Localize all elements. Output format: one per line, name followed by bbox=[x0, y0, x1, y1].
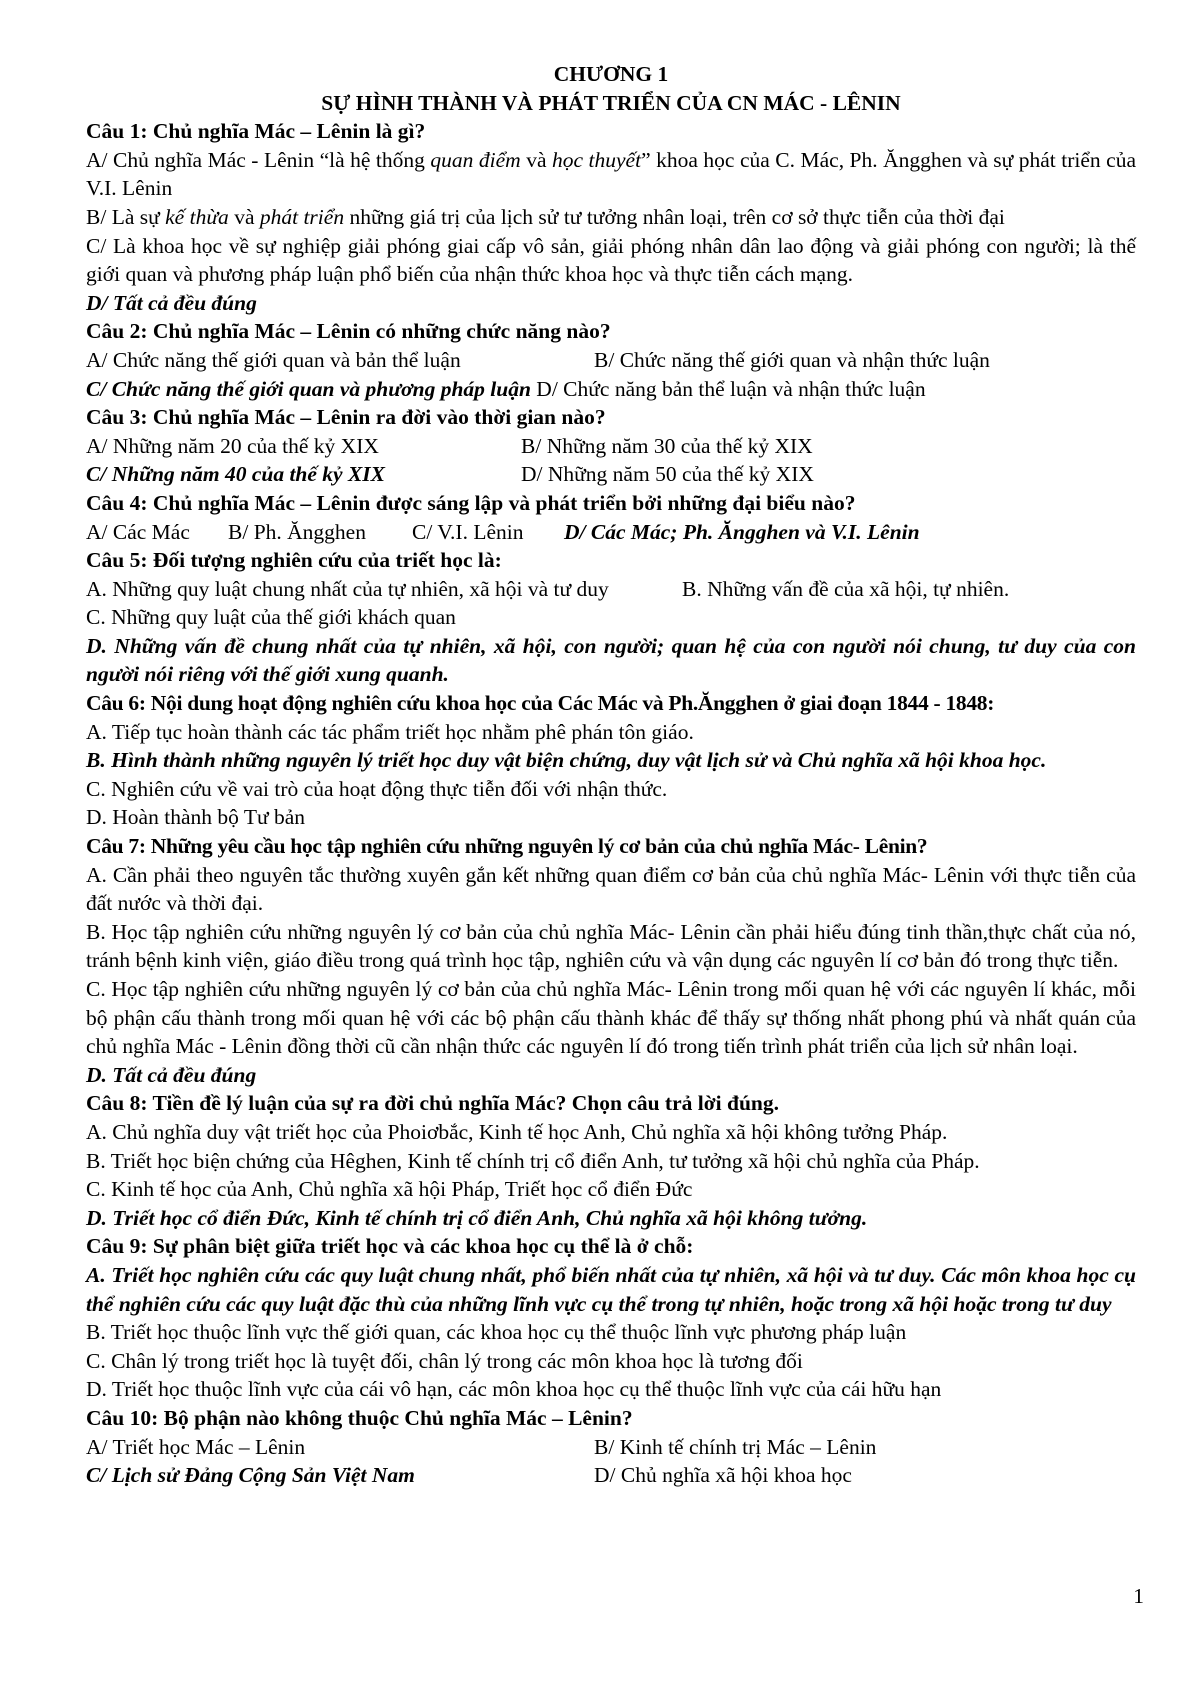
question-7: Câu 7: Những yêu cầu học tập nghiên cứu những nguyên lý cơ bản của chủ nghĩa Mác- Lênin? bbox=[86, 834, 928, 859]
question-3: Câu 3: Chủ nghĩa Mác – Lênin ra đời vào thời gian nào? bbox=[86, 405, 606, 430]
q7-option-b: B. Học tập nghiên cứu những nguyên lý cơ bản của chủ nghĩa Mác- Lênin cần phải hiểu đúng tinh thần,thực chất của nó, tránh bệnh kinh viện, giáo điều trong quá trình học tập, nghiên cứu và vận dụng các nguyên lí cơ bản đó trong thực tiễn. bbox=[86, 919, 1136, 973]
q3-option-b: B/ Những năm 30 của thế kỷ XIX bbox=[521, 433, 813, 458]
q10-option-b: B/ Kinh tế chính trị Mác – Lênin bbox=[594, 1434, 877, 1459]
q1-option-b: B/ Là sự kế thừa và phát triển những giá trị của lịch sử tư tưởng nhân loại, trên cơ sở thực tiễn của thời đại bbox=[86, 204, 1005, 229]
q4-option-a: A/ Các Mác bbox=[86, 519, 190, 544]
q1-option-a: A/ Chủ nghĩa Mác - Lênin “là hệ thống quan điểm và học thuyết” khoa học của C. Mác, Ph. Ăngghen và sự phát triển của V.I. Lênin bbox=[86, 147, 1136, 201]
document-page bbox=[86, 60, 1136, 1490]
q8-option-c: C. Kinh tế học của Anh, Chủ nghĩa xã hội Pháp, Triết học cổ điển Đức bbox=[86, 1177, 693, 1202]
q7-option-a: A. Cần phải theo nguyên tắc thường xuyên gắn kết những quan điểm cơ bản của chủ nghĩa Mác- Lênin với thực tiễn của đất nước và thời đại. bbox=[86, 862, 1136, 916]
question-4: Câu 4: Chủ nghĩa Mác – Lênin được sáng lập và phát triển bởi những đại biểu nào? bbox=[86, 490, 856, 515]
q4-option-b: B/ Ph. Ăngghen bbox=[228, 519, 366, 544]
chapter-heading: CHƯƠNG 1 bbox=[553, 62, 669, 86]
question-8: Câu 8: Tiền đề lý luận của sự ra đời chủ nghĩa Mác? Chọn câu trả lời đúng. bbox=[86, 1091, 779, 1116]
q2-row-2 bbox=[86, 375, 1136, 404]
chapter-title: SỰ HÌNH THÀNH VÀ PHÁT TRIỂN CỦA CN MÁC - LÊNIN bbox=[321, 90, 901, 115]
q3-option-d: D/ Những năm 50 của thế kỷ XIX bbox=[521, 462, 814, 487]
q8-option-d-correct: D. Triết học cổ điển Đức, Kinh tế chính trị cổ điển Anh, Chủ nghĩa xã hội không tưởng. bbox=[86, 1205, 868, 1230]
q2-option-b: B/ Chức năng thế giới quan và nhận thức luận bbox=[594, 347, 990, 372]
q7-option-d-correct: D. Tất cả đều đúng bbox=[86, 1062, 257, 1087]
q1-option-c: C/ Là khoa học về sự nghiệp giải phóng giai cấp vô sản, giải phóng nhân dân lao động và giải phóng con người; là thế giới quan và phương pháp luận phổ biến của nhận thức khoa học và thực tiễn cách mạng. bbox=[86, 233, 1136, 287]
q10-option-a: A/ Triết học Mác – Lênin bbox=[86, 1434, 306, 1459]
question-2: Câu 2: Chủ nghĩa Mác – Lênin có những chức năng nào? bbox=[86, 319, 611, 344]
q2-option-c-correct: C/ Chức năng thế giới quan và phương pháp luận bbox=[86, 376, 531, 401]
question-6: Câu 6: Nội dung hoạt động nghiên cứu khoa học của Các Mác và Ph.Ăngghen ở giai đoạn 1844 - 1848: bbox=[86, 691, 995, 716]
q6-option-a: A. Tiếp tục hoàn thành các tác phẩm triết học nhằm phê phán tôn giáo. bbox=[86, 719, 694, 744]
question-9: Câu 9: Sự phân biệt giữa triết học và các khoa học cụ thể là ở chỗ: bbox=[86, 1234, 694, 1259]
q4-option-d-correct: D/ Các Mác; Ph. Ăngghen và V.I. Lênin bbox=[564, 519, 920, 544]
q5-option-b: B. Những vấn đề của xã hội, tự nhiên. bbox=[682, 576, 1010, 601]
q6-option-b-correct: B. Hình thành những nguyên lý triết học duy vật biện chứng, duy vật lịch sử và Chủ nghĩa xã hội khoa học. bbox=[86, 748, 1047, 773]
q9-option-b: B. Triết học thuộc lĩnh vực thế giới quan, các khoa học cụ thể thuộc lĩnh vực phương pháp luận bbox=[86, 1320, 907, 1345]
q9-option-a-correct: A. Triết học nghiên cứu các quy luật chung nhất, phổ biến nhất của tự nhiên, xã hội và tư duy. Các môn khoa học cụ thể nghiên cứu các quy luật đặc thù của những lĩnh vực cụ thể trong tự nhiên, hoặc trong xã hội hoặc trong tư duy bbox=[86, 1262, 1136, 1316]
q3-row-2 bbox=[86, 460, 1136, 489]
q5-option-c: C. Những quy luật của thế giới khách quan bbox=[86, 605, 456, 630]
q10-row-1 bbox=[86, 1433, 1136, 1462]
q3-row-1 bbox=[86, 432, 1136, 461]
q4-option-c: C/ V.I. Lênin bbox=[412, 519, 524, 544]
question-5: Câu 5: Đối tượng nghiên cứu của triết học là: bbox=[86, 548, 502, 573]
q2-option-a: A/ Chức năng thế giới quan và bản thể luận bbox=[86, 347, 461, 372]
q3-option-c-correct: C/ Những năm 40 của thế kỷ XIX bbox=[86, 462, 386, 487]
q6-option-c: C. Nghiên cứu về vai trò của hoạt động thực tiễn đối với nhận thức. bbox=[86, 776, 668, 801]
q8-option-b: B. Triết học biện chứng của Hêghen, Kinh tế chính trị cổ điển Anh, tư tưởng xã hội chủ nghĩa của Pháp. bbox=[86, 1148, 980, 1173]
q5-row-1 bbox=[86, 575, 1136, 604]
question-10: Câu 10: Bộ phận nào không thuộc Chủ nghĩa Mác – Lênin? bbox=[86, 1405, 633, 1430]
q10-option-d: D/ Chủ nghĩa xã hội khoa học bbox=[594, 1463, 852, 1488]
page-number: 1 bbox=[1133, 1584, 1144, 1608]
q5-option-d-correct: D. Những vấn đề chung nhất của tự nhiên, xã hội, con người; quan hệ của con người nói chung, tư duy của con người nói riêng với thế giới xung quanh. bbox=[86, 633, 1136, 687]
q7-option-c: C. Học tập nghiên cứu những nguyên lý cơ bản của chủ nghĩa Mác- Lênin trong mối quan hệ với các nguyên lí khác, mỗi bộ phận cấu thành trong mối quan hệ với các bộ phận cấu thành khác để thấy sự thống nhất phong phú và nhất quán của chủ nghĩa Mác - Lênin đồng thời cũ cần nhận thức các nguyên lí đó trong tiến trình phát triển của lịch sử nhân loại. bbox=[86, 977, 1136, 1059]
q9-option-d: D. Triết học thuộc lĩnh vực của cái vô hạn, các môn khoa học cụ thể thuộc lĩnh vực của cái hữu hạn bbox=[86, 1377, 942, 1402]
q10-row-2 bbox=[86, 1461, 1136, 1490]
q10-option-c-correct: C/ Lịch sử Đảng Cộng Sản Việt Nam bbox=[86, 1463, 415, 1488]
q9-option-c: C. Chân lý trong triết học là tuyệt đối, chân lý trong các môn khoa học là tương đối bbox=[86, 1348, 803, 1373]
q2-option-d: D/ Chức năng bản thể luận và nhận thức luận bbox=[530, 376, 926, 401]
q5-option-a: A. Những quy luật chung nhất của tự nhiên, xã hội và tư duy bbox=[86, 576, 609, 601]
q8-option-a: A. Chủ nghĩa duy vật triết học của Phoiơbắc, Kinh tế học Anh, Chủ nghĩa xã hội không tưởng Pháp. bbox=[86, 1119, 948, 1144]
q4-options bbox=[86, 518, 1136, 547]
q1-option-d-correct: D/ Tất cả đều đúng bbox=[86, 290, 257, 315]
q3-option-a: A/ Những năm 20 của thế kỷ XIX bbox=[86, 433, 379, 458]
q6-option-d: D. Hoàn thành bộ Tư bản bbox=[86, 805, 306, 830]
question-1: Câu 1: Chủ nghĩa Mác – Lênin là gì? bbox=[86, 119, 426, 144]
q2-row-1 bbox=[86, 346, 1136, 375]
